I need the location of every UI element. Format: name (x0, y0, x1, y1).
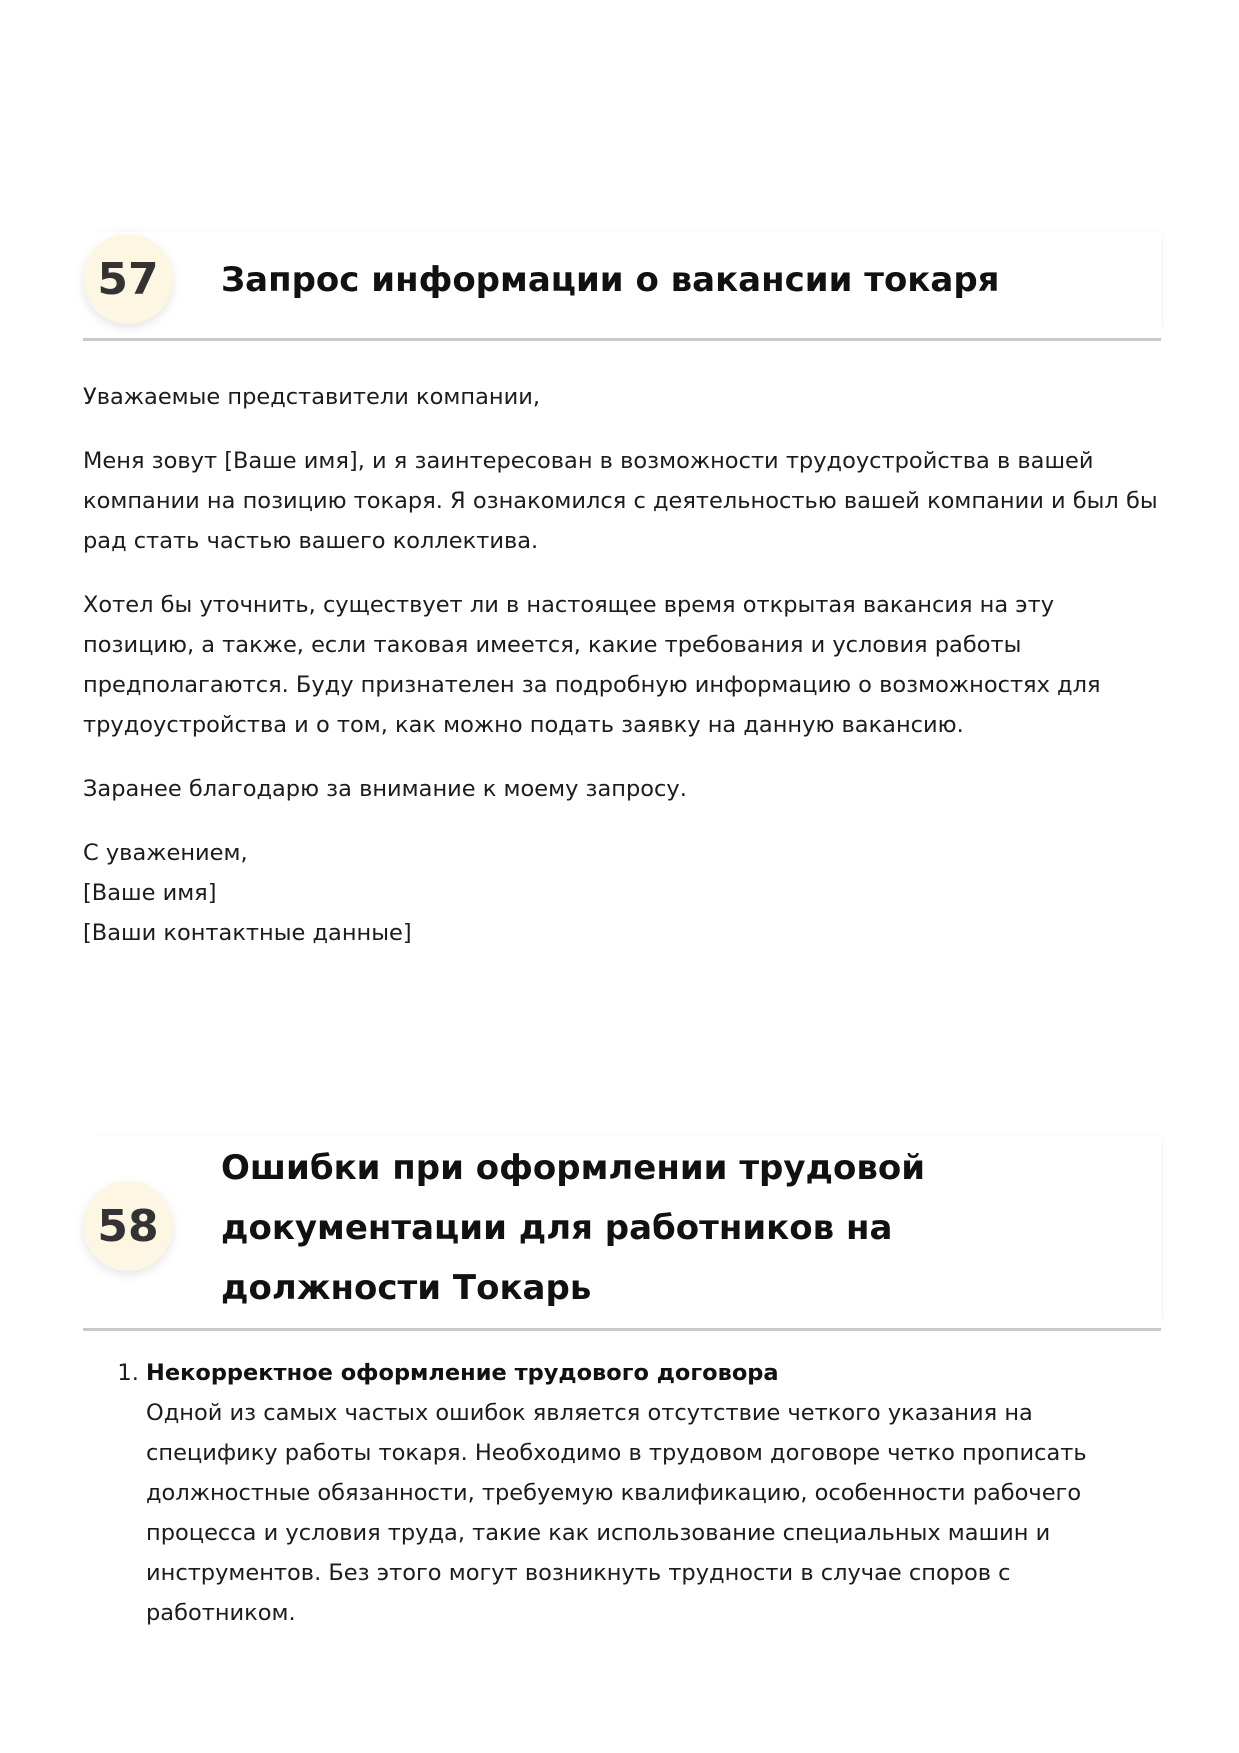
letter-paragraph: Хотел бы уточнить, существует ли в настоящее время открытая вакансия на эту позицию, а также, если таковая имеется, какие требования и условия работы предполагаются. Буду признателен за подробную информацию о возможностях для трудоустройства и о том, как можно подать заявку на данную вакансию. (83, 592, 1101, 738)
section-58 (83, 1136, 1161, 1633)
list-item (146, 1353, 1161, 1633)
section-title: Ошибки при оформлении трудовой документации для работников на должности Токарь (221, 1148, 926, 1308)
section-number-badge: 57 (83, 234, 173, 324)
letter-greeting: Уважаемые представители компании, (83, 384, 540, 410)
letter-body (83, 377, 1161, 953)
section-58-header (83, 1136, 1161, 1331)
letter-paragraph: Заранее благодарю за внимание к моему запросу. (83, 776, 687, 802)
signature-name: [Ваше имя] (83, 880, 217, 906)
signature-closing: С уважением, (83, 840, 248, 866)
section-title: Запрос информации о вакансии токаря (221, 260, 1000, 300)
errors-list (83, 1353, 1161, 1633)
section-57 (83, 232, 1161, 953)
section-number-badge: 58 (83, 1181, 173, 1271)
letter-signature (83, 833, 1161, 953)
list-item-text: Одной из самых частых ошибок является отсутствие четкого указания на специфику работы токаря. Необходимо в трудовом договоре четко прописать должностные обязанности, требуемую квалификацию, особенности рабочего процесса и условия труда, такие как использование специальных машин и инструментов. Без этого могут возникнуть трудности в случае споров с работником. (146, 1400, 1087, 1626)
section-57-header (83, 232, 1161, 341)
letter-paragraph: Меня зовут [Ваше имя], и я заинтересован в возможности трудоустройства в вашей компании на позицию токаря. Я ознакомился с деятельностью вашей компании и был бы рад стать частью вашего коллектива. (83, 448, 1158, 554)
signature-contacts: [Ваши контактные данные] (83, 920, 412, 946)
list-item-title: 1. Некорректное оформление трудового договора (146, 1360, 779, 1386)
